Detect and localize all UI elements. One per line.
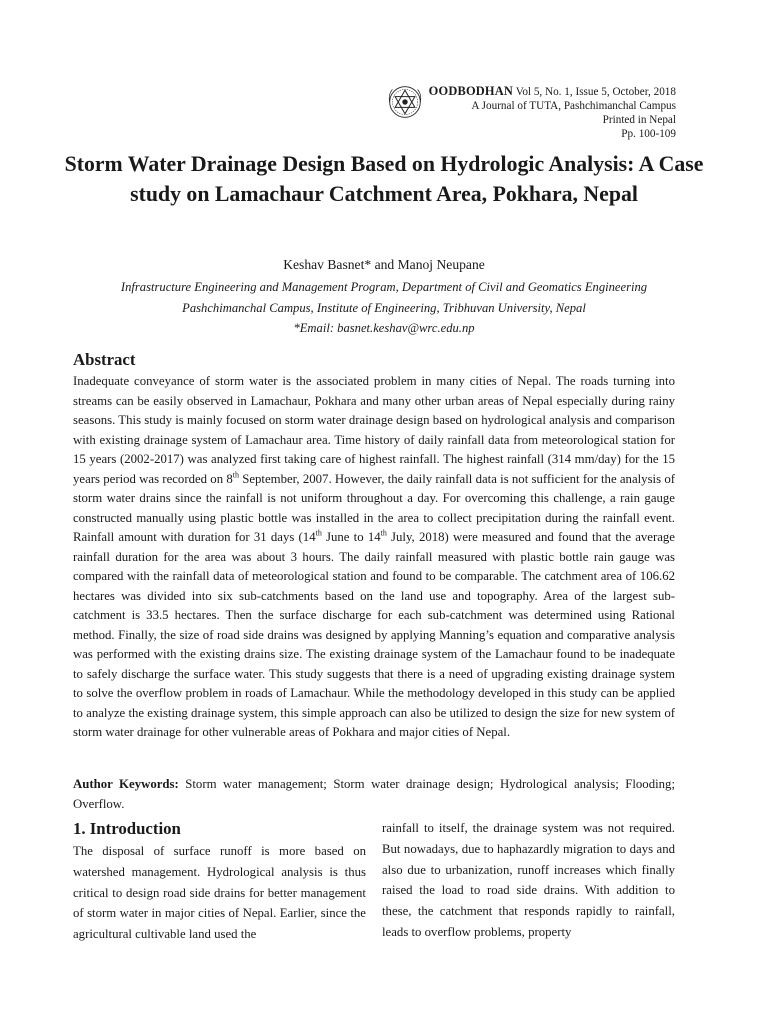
abstract-part-4: July, 2018) were measured and found that the average rainfall duration for the area was about 3 hours. The daily rainfall measured with plastic bottle rain gauge was compared with the rainfall data of meteorological station and found to be comparable. The catchment area of 106.62 hectares was divided into six sub-catchments based on the land use and topography. Area of the largest sub-catchment is 33.5 hectares. Then the surface discharge for each sub-catchment was determined using Rational method. Finally, the size of road side drains was designed by applying Manning’s equation and comparative analysis was performed with the existing drains size. The existing drainage system of the Lamachaur found to be inadequate to safely discharge the surface water. This study suggests that there is a need of upgrading existing drainage system to solve the overflow problem in roads of Lamachaur. While the methodology developed in this study can be applied to analyze the existing drainage system, this simple approach can also be utilized to design the size for new system of storm water drainage for other vulnerable areas of Pokhara and major cities of Nepal.: [73, 530, 675, 739]
journal-pages: Pp. 100-109: [621, 128, 676, 140]
intro-right-column: [382, 818, 675, 943]
intro-left-column: [73, 818, 366, 945]
abstract-sup-3: th: [380, 528, 387, 538]
author-affiliation: [60, 277, 708, 339]
author-email[interactable]: *Email: basnet.keshav@wrc.edu.np: [293, 321, 475, 335]
abstract-heading: Abstract: [73, 350, 136, 369]
journal-printed: Printed in Nepal: [602, 114, 676, 126]
abstract-sup-1: th: [232, 470, 239, 480]
abstract-sup-2: th: [315, 528, 322, 538]
journal-name: OODBODHAN: [428, 84, 514, 98]
journal-subtitle: A Journal of TUTA, Pashchimanchal Campus: [471, 100, 676, 112]
journal-header: [387, 84, 676, 141]
journal-issue: Vol 5, No. 1, Issue 5, October, 2018: [515, 86, 676, 98]
introduction-heading: 1. Introduction: [73, 819, 181, 838]
journal-emblem-icon: [387, 84, 423, 120]
abstract-part-1: Inadequate conveyance of storm water is the associated problem in many cities of Nepal. The roads turning into streams can be easily observed in Lamachaur, Pokhara and many other urban areas of Nepal especially during rainy seasons. This study is mainly focused on storm water drainage design based on hydrological analysis and comparison with existing drainage system of Lamachaur area. Time history of daily rainfall data from meteorological station for 15 years (2002-2017) was analyzed first taking care of highest rainfall. The highest rainfall (314 mm/day) for the 15 years period was recorded on 8: [73, 374, 675, 486]
keywords-label: Author Keywords:: [73, 777, 179, 791]
abstract-part-3: June to 14: [321, 530, 381, 544]
author-keywords: [73, 775, 675, 814]
keywords-text: Storm water management; Storm water drainage design; Hydrological analysis; Flooding; Overflow.: [73, 777, 675, 811]
affiliation-line-1: Infrastructure Engineering and Management Program, Department of Civil and Geomatics Engineering: [120, 280, 648, 294]
intro-right-text: rainfall to itself, the drainage system was not required. But nowadays, due to haphazardly migration to days and also due to urbanization, runoff increases which finally raised the load to road side drains. With addition to these, the catchment that responds rapidly to rainfall, leads to overflow problems, property: [382, 821, 675, 939]
paper-authors: Keshav Basnet* and Manoj Neupane: [283, 257, 485, 272]
paper-title: Storm Water Drainage Design Based on Hydrologic Analysis: A Case study on Lamachaur Catchment Area, Pokhara, Nepal: [64, 152, 704, 206]
affiliation-line-2: Pashchimanchal Campus, Institute of Engineering, Tribhuvan University, Nepal: [182, 300, 586, 315]
abstract-part-2: September, 2007. However, the daily rainfall data is not sufficient for the analysis of storm water drains since the rainfall is not uniform throughout a day. For overcoming this challenge, a rain gauge constructed manually using plastic bottle was installed in the area to collect precipitation during the rainfall event. Rainfall amount with duration for 31 days (14: [73, 471, 675, 544]
intro-left-text: The disposal of surface runoff is more based on watershed management. Hydrological analysis is thus critical to design road side drains for better management of storm water in major cities of Nepal. Earlier, since the agricultural cultivable land used the: [73, 844, 366, 942]
abstract-text: [73, 372, 675, 743]
